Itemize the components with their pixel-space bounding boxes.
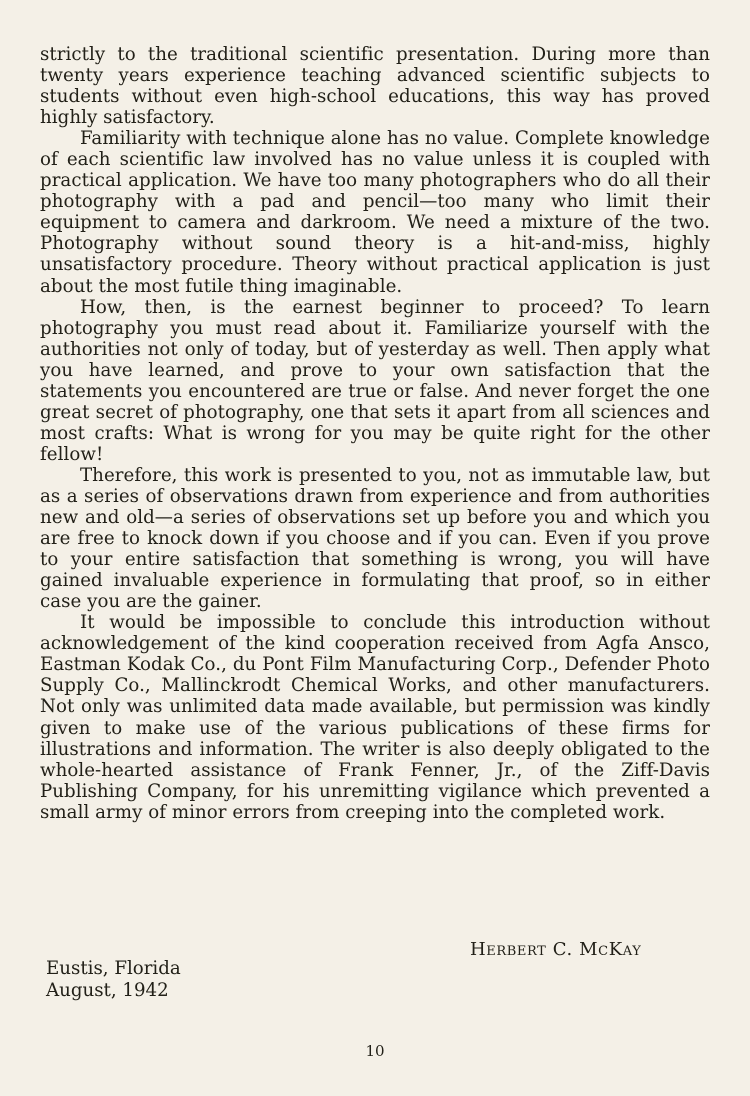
place-line: Eustis, Florida bbox=[46, 958, 181, 979]
paragraph-familiarity: Familiarity with technique alone has no value. Complete knowledge of each scientific law involved has no value unless it is coupled with practical application. We have too many photographers who do all their photography with a pad and pencil—too many who limit their equipment to camera and darkroom. We need a mixture of the two. Photography without sound theory is a hit-and-miss, highly unsatisfactory procedure. Theory without practical application is just about the most futile thing imaginable. bbox=[40, 128, 710, 297]
paragraph-acknowledgement: It would be impossible to conclude this introduction without acknowledgement of the kind cooperation received from Agfa Ansco, Eastman Kodak Co., du Pont Film Manufacturing Corp., Defender Photo Supply Co., Mallinckrodt Chemical Works, and other manufacturers. Not only was unlimited data made available, but permission was kindly given to make use of the various publications of these firms for illustrations and information. The writer is also deeply obligated to the whole-hearted assistance of Frank Fenner, Jr., of the Ziff-Davis Publishing Company, for his unremitting vigilance which prevented a small army of minor errors from creeping into the completed work. bbox=[40, 612, 710, 823]
paragraph-therefore: Therefore, this work is presented to you, not as immutable law, but as a series of observations drawn from experience and from authorities new and old—a series of observations set up before you and which you are free to knock down if you choose and if you can. Even if you prove to your entire satisfaction that something is wrong, you will have gained invaluable experience in formulating that proof, so in either case you are the gainer. bbox=[40, 464, 710, 613]
place-and-date bbox=[46, 958, 181, 1001]
author-signature: Herbert C. McKay bbox=[470, 939, 642, 960]
date-line: August, 1942 bbox=[46, 979, 169, 1001]
paragraph-continuation: strictly to the traditional scientific presentation. During more than twenty years experience teaching advanced scientific subjects to students without even high-school educations, this way has proved highly satisfactory. bbox=[40, 44, 710, 129]
paragraph-how-to-proceed: How, then, is the earnest beginner to proceed? To learn photography you must read about it. Familiarize yourself with the authorities not only of today, but of yesterday as well. Then apply what you have learned, and prove to your own satisfaction that the statements you encountered are true or false. And never forget the one great secret of photography, one that sets it apart from all sciences and most crafts: What is wrong for you may be quite right for the other fellow! bbox=[40, 296, 710, 465]
page-number: 10 bbox=[365, 1042, 385, 1060]
body-text bbox=[40, 44, 710, 823]
